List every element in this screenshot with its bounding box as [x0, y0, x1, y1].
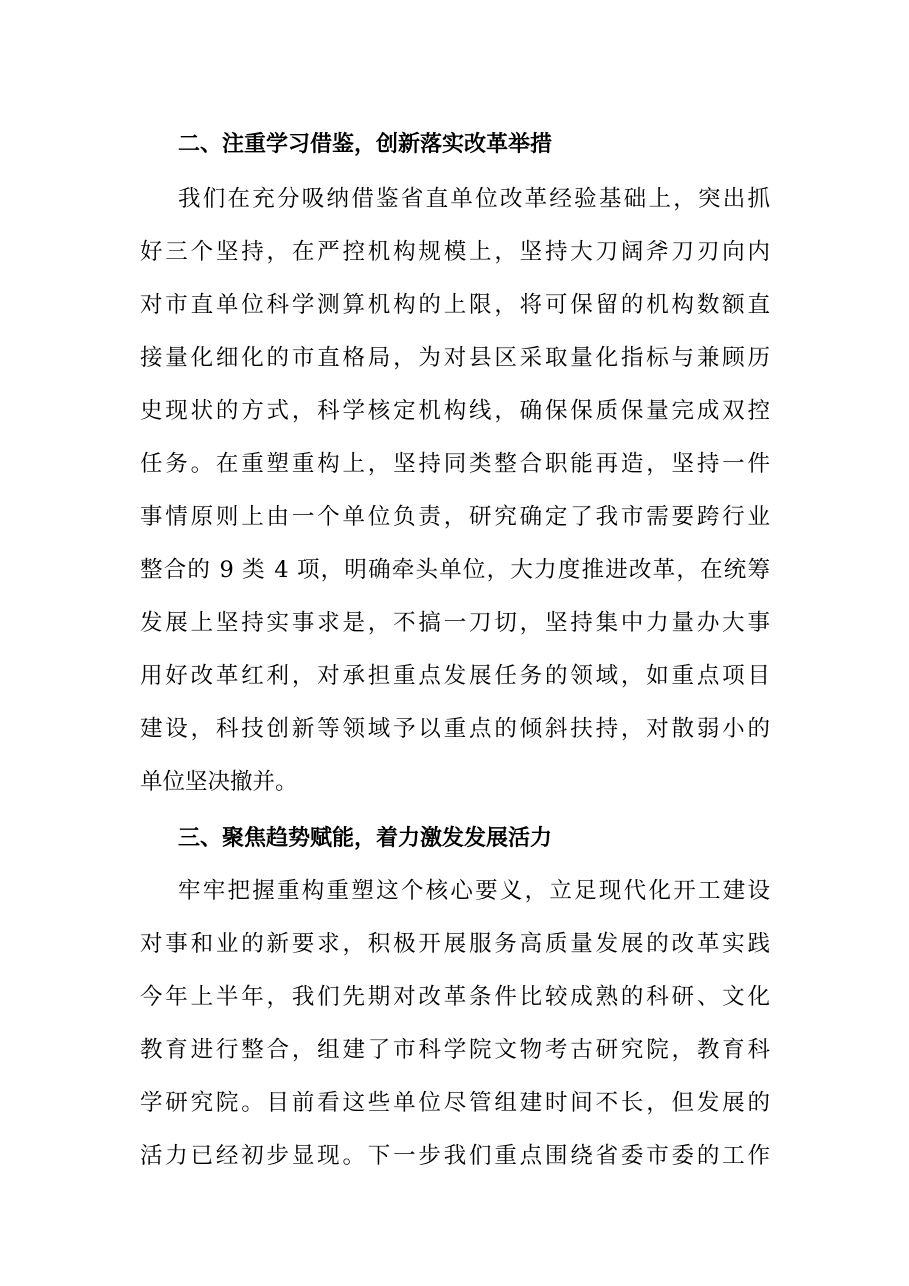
paragraph-line: 史现状的方式，科学核定机构线，确保保质保量完成双控 — [140, 398, 770, 424]
paragraph-line: 用好改革红利，对承担重点发展任务的领域，如重点项目 — [140, 663, 770, 689]
paragraph-line: 建设，科技创新等领域予以重点的倾斜扶持，对散弱小的 — [140, 716, 770, 742]
paragraph-line: 对事和业的新要求，积极开展服务高质量发展的改革实践 — [140, 931, 770, 957]
paragraph-line: 单位坚决撤并。 — [140, 769, 298, 795]
paragraph-line: 今年上半年，我们先期对改革条件比较成熟的科研、文化 — [140, 984, 770, 1010]
paragraph-line: 活力已经初步显现。下一步我们重点围绕省委市委的工作 — [140, 1143, 770, 1169]
section-heading-3: 三、聚焦趋势赋能，着力激发发展活力 — [178, 826, 553, 851]
paragraph-line: 对市直单位科学测算机构的上限，将可保留的机构数额直 — [140, 292, 770, 318]
paragraph-line: 发展上坚持实事求是，不搞一刀切，坚持集中力量办大事 — [140, 610, 770, 636]
paragraph-line: 任务。在重塑重构上，坚持同类整合职能再造，坚持一件 — [140, 451, 770, 477]
paragraph-line: 好三个坚持，在严控机构规模上，坚持大刀阔斧刀刃向内 — [140, 239, 770, 265]
paragraph-line: 事情原则上由一个单位负责，研究确定了我市需要跨行业 — [140, 504, 770, 530]
section-heading-2: 二、注重学习借鉴，创新落实改革举措 — [178, 132, 553, 157]
paragraph-line: 整合的 9 类 4 项，明确牵头单位，大力度推进改革，在统筹 — [140, 557, 770, 583]
paragraph-line: 牢牢把握重构重塑这个核心要义，立足现代化开工建设 — [178, 878, 770, 904]
paragraph-line: 教育进行整合，组建了市科学院文物考古研究院，教育科 — [140, 1037, 770, 1063]
paragraph-line: 我们在充分吸纳借鉴省直单位改革经验基础上，突出抓 — [178, 186, 770, 212]
paragraph-line: 学研究院。目前看这些单位尽管组建时间不长，但发展的 — [140, 1090, 770, 1116]
paragraph-line: 接量化细化的市直格局，为对县区采取量化指标与兼顾历 — [140, 345, 770, 371]
